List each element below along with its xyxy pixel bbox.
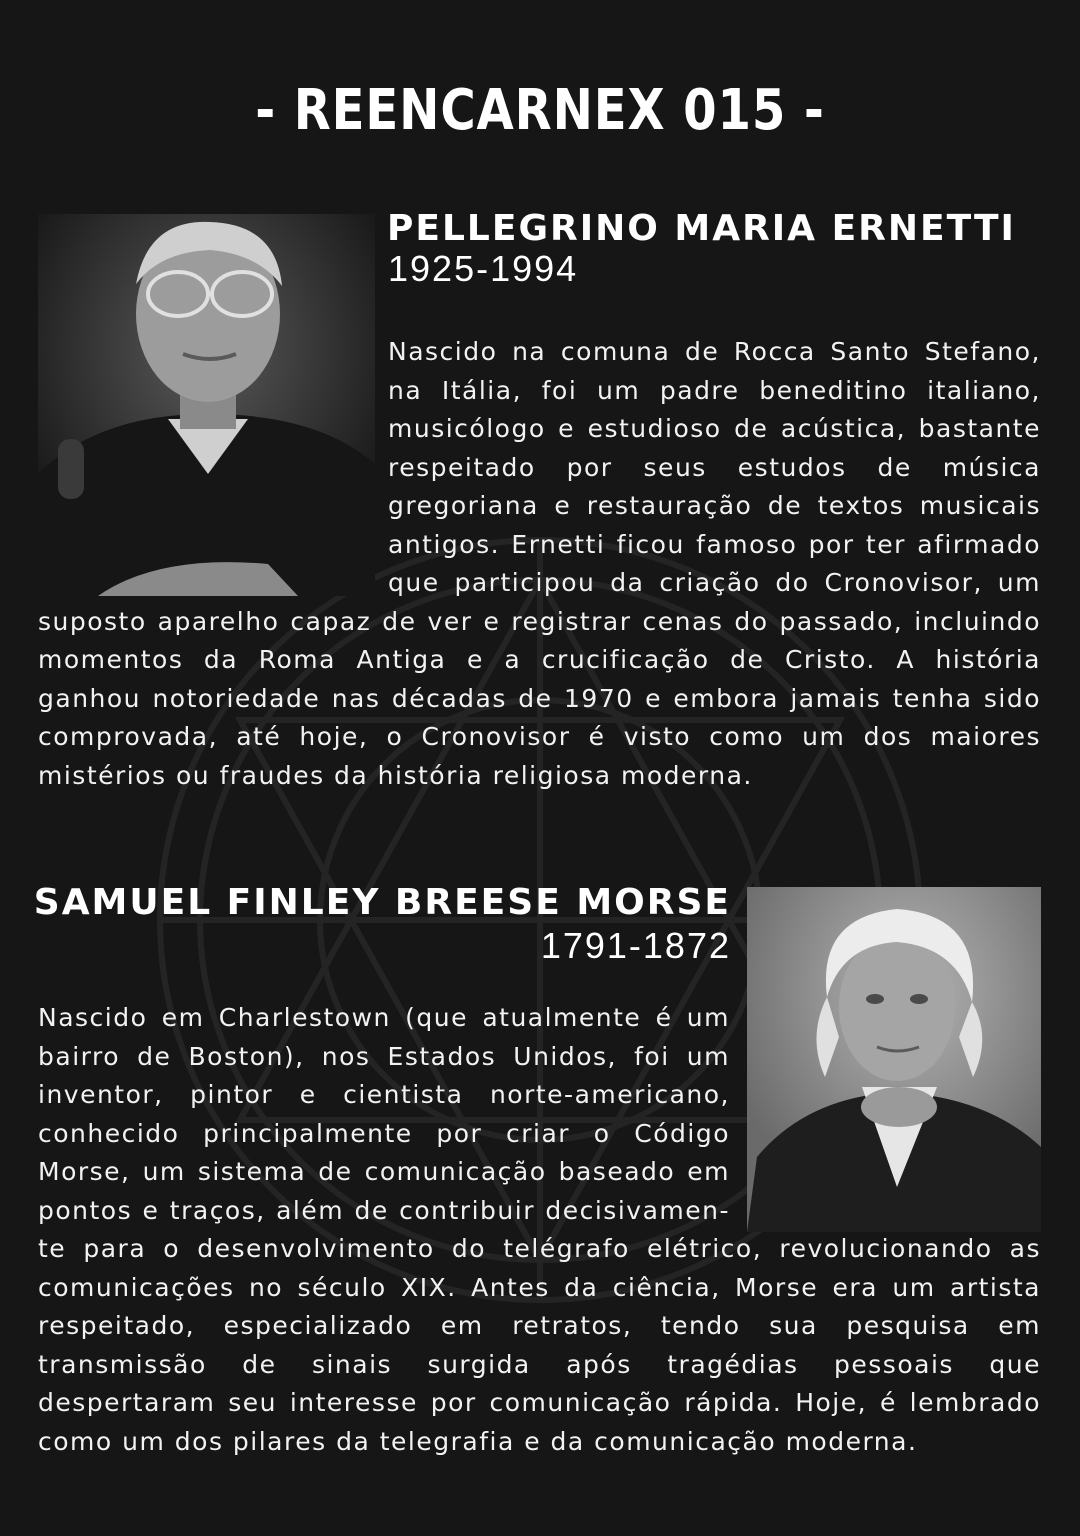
person-years-ernetti: 1925-1994: [388, 248, 579, 289]
person-years-morse: 1791-1872: [540, 925, 731, 966]
bio-text: Nascido em Charlestown (que atualmente é um bairro de Boston), nos Estados Unidos, foi um inventor, pintor e cientista norte-americano, conhecido principalmente por criar o Código Morse, um sistema de comunicação baseado em pontos e traços, além de contribuir decisivamen-te para o desenvolvimento do telégrafo elétrico, revolucionando as comunicações no século XIX. Antes da ciência, Morse era um artista respeitado, especializado em retratos, tendo sua pesquisa em transmissão de sinais surgida após tragédias pessoais que despertaram seu interesse por comunicação rápida. Hoje, é lembrado como um dos pilares da telegrafia e da comunicação moderna.: [38, 1003, 1041, 1456]
person-name-morse: SAMUEL FINLEY BREESE MORSE: [33, 882, 731, 923]
person-bio-morse: [38, 999, 1041, 1461]
person-bio-ernetti: [38, 333, 1041, 795]
page-title: - REENCARNEX 015 -: [255, 78, 825, 143]
person-name-ernetti: PELLEGRINO MARIA ERNETTI: [387, 208, 1016, 249]
bio-text: Nascido na comuna de Rocca Santo Stefano, na Itália, foi um padre beneditino italiano, musicólogo e estudioso de acústica, bastante respeitado por seus estudos de música gregoriana e restauração de textos musicais antigos. Ernetti ficou famoso por ter afirmado que participou da criação do Cronovisor, um suposto aparelho capaz de ver e registrar cenas do passado, incluindo momentos da Roma Antiga e a crucificação de Cristo. A história ganhou notoriedade nas décadas de 1970 e embora jamais tenha sido comprovada, até hoje, o Cronovisor é visto como um dos maiores mistérios ou fraudes da história religiosa moderna.: [38, 337, 1041, 790]
